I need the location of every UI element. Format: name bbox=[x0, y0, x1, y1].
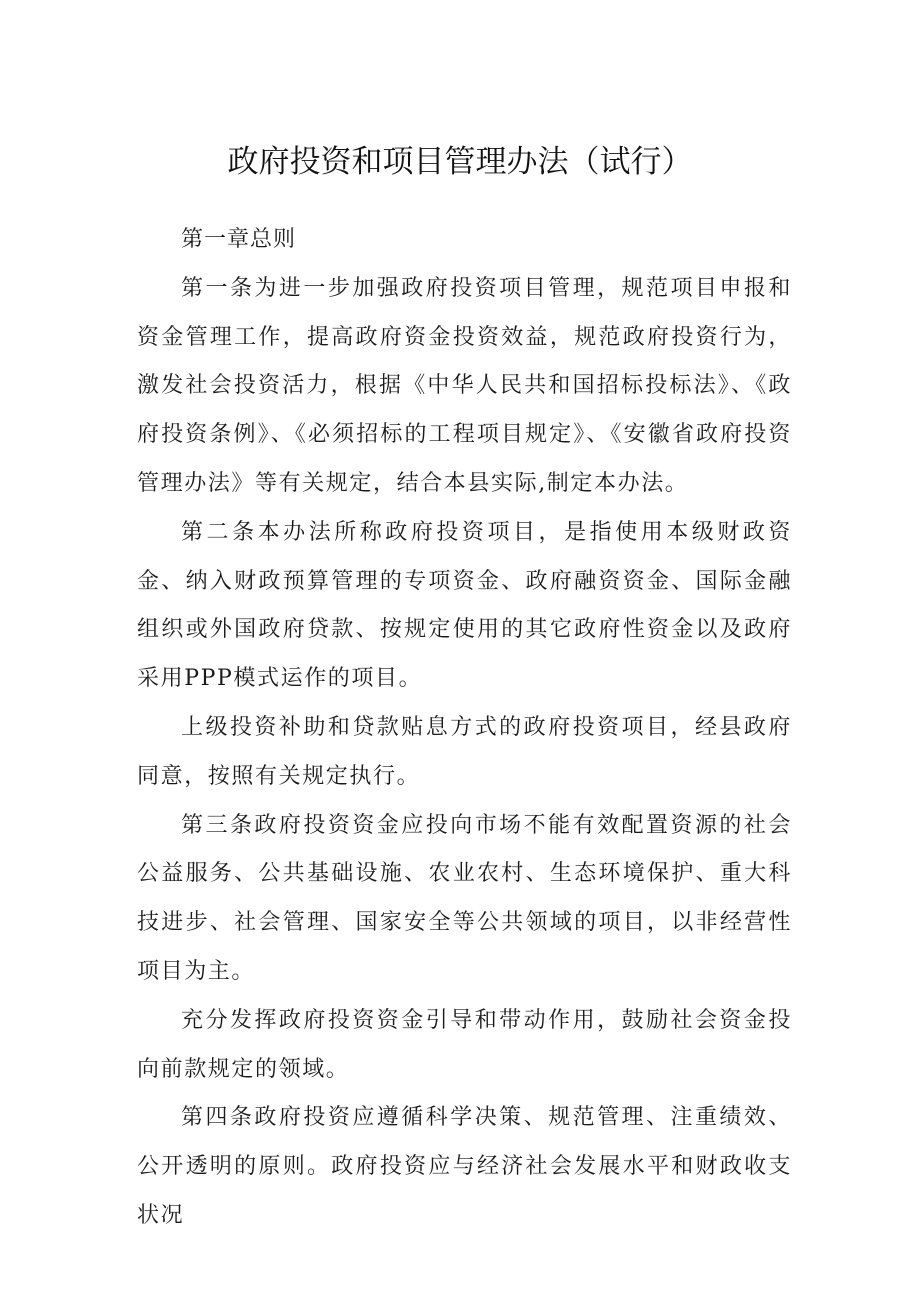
document-title: 政府投资和项目管理办法（试行） bbox=[227, 144, 693, 180]
article-4-paragraph: 第四条政府投资应遵循科学决策、规范管理、注重绩效、公开透明的原则。政府投资应与经济社会发展水平和财政收支状况 bbox=[137, 1105, 792, 1228]
chapter-heading: 第一章总则 bbox=[181, 227, 297, 252]
document-body bbox=[137, 216, 792, 1241]
article-3-supplement-paragraph: 充分发挥政府投资资金引导和带动作用，鼓励社会资金投向前款规定的领域。 bbox=[137, 1007, 792, 1082]
article-2-supplement-paragraph: 上级投资补助和贷款贴息方式的政府投资项目，经县政府同意，按照有关规定执行。 bbox=[137, 714, 792, 789]
article-2-paragraph: 第二条本办法所称政府投资项目，是指使用本级财政资金、纳入财政预算管理的专项资金、政府融资资金、国际金融组织或外国政府贷款、按规定使用的其它政府性资金以及政府采用PPP模式运作的项目。 bbox=[137, 519, 792, 692]
article-1-paragraph: 第一条为进一步加强政府投资项目管理，规范项目申报和资金管理工作，提高政府资金投资效益，规范政府投资行为，激发社会投资活力，根据《中华人民共和国招标投标法》、《政府投资条例》、《必须招标的工程项目规定》、《安徽省政府投资管理办法》等有关规定，结合本县实际,制定本办法。 bbox=[137, 275, 792, 496]
article-3-paragraph: 第三条政府投资资金应投向市场不能有效配置资源的社会公益服务、公共基础设施、农业农村、生态环境保护、重大科技进步、社会管理、国家安全等公共领域的项目，以非经营性项目为主。 bbox=[137, 812, 792, 984]
